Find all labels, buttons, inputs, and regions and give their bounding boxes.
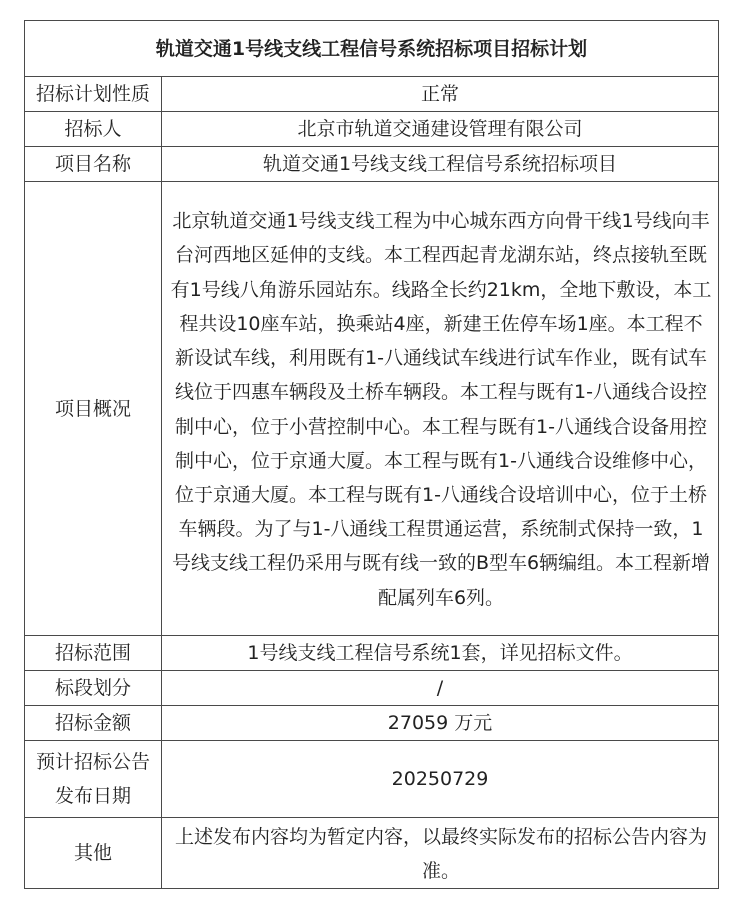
section-label: 标段划分 — [25, 671, 162, 706]
tender-plan-sheet — [24, 20, 718, 889]
scope-label: 招标范围 — [25, 636, 162, 671]
scope-value: 1号线支线工程信号系统1套，详见招标文件。 — [162, 636, 719, 671]
title-row — [25, 21, 719, 77]
tenderer-value: 北京市轨道交通建设管理有限公司 — [162, 112, 719, 147]
other-value: 上述发布内容均为暂定内容，以最终实际发布的招标公告内容为准。 — [162, 818, 719, 889]
date-value: 20250729 — [162, 741, 719, 818]
table-title: 轨道交通1号线支线工程信号系统招标项目招标计划 — [25, 21, 719, 77]
section-value: / — [162, 671, 719, 706]
project-name-value: 轨道交通1号线支线工程信号系统招标项目 — [162, 147, 719, 182]
table-row-date — [25, 741, 719, 818]
amount-label: 招标金额 — [25, 706, 162, 741]
nature-label: 招标计划性质 — [25, 77, 162, 112]
table-row-nature — [25, 77, 719, 112]
overview-label: 项目概况 — [25, 182, 162, 636]
tenderer-label: 招标人 — [25, 112, 162, 147]
table-row-section — [25, 671, 719, 706]
date-label-line2: 发布日期 — [54, 785, 131, 807]
amount-value: 27059 万元 — [162, 706, 719, 741]
table-row-scope — [25, 636, 719, 671]
project-name-label: 项目名称 — [25, 147, 162, 182]
tender-plan-table — [24, 20, 719, 889]
overview-value: 北京轨道交通1号线支线工程为中心城东西方向骨干线1号线向丰台河西地区延伸的支线。本工程西起青龙湖东站，终点接轨至既有1号线八角游乐园站东。线路全长约21km，全地下敷设，本工程共设10座车站，换乘站4座，新建王佐停车场1座。本工程不新设试车线，利用既有1-八通线试车线进行试车作业，既有试车线位于四惠车辆段及土桥车辆段。本工程与既有1-八通线合设控制中心，位于小营控制中心。本工程与既有1-八通线合设备用控制中心，位于京通大厦。本工程与既有1-八通线合设维修中心，位于京通大厦。本工程与既有1-八通线合设培训中心，位于土桥车辆段。为了与1-八通线工程贯通运营，系统制式保持一致，1号线支线工程仍采用与既有线一致的B型车6辆编组。本工程新增配属列车6列。 — [162, 182, 719, 636]
other-label: 其他 — [25, 818, 162, 889]
nature-value: 正常 — [162, 77, 719, 112]
table-row-overview — [25, 182, 719, 636]
date-label-line1: 预计招标公告 — [35, 751, 150, 773]
table-row-other — [25, 818, 719, 889]
table-row-project-name — [25, 147, 719, 182]
table-row-amount — [25, 706, 719, 741]
table-row-tenderer — [25, 112, 719, 147]
date-label — [25, 741, 162, 818]
